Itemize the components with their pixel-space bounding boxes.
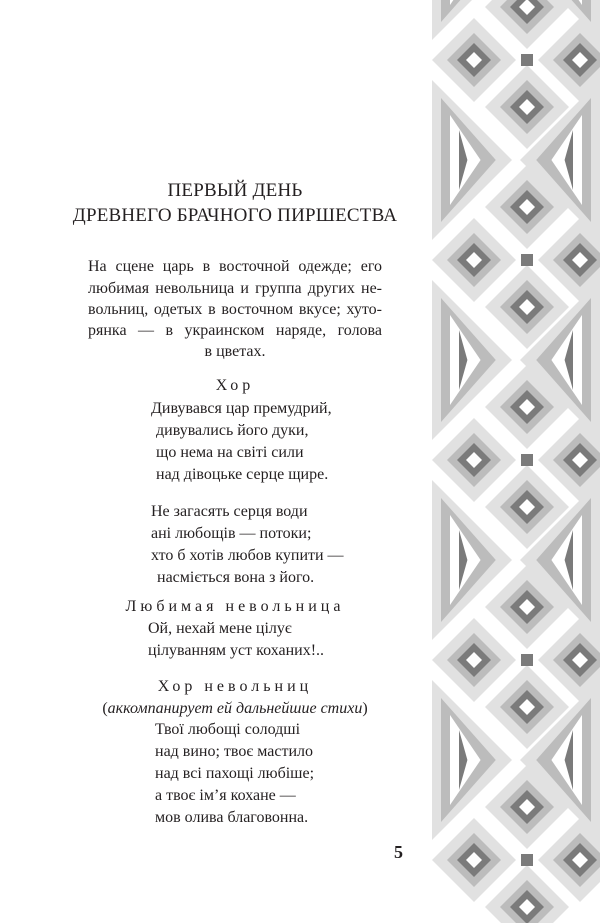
stage-direction-line: На сцене царь в восточной одежде; его bbox=[88, 258, 382, 275]
verse-line: ані любощів — потоки; bbox=[151, 525, 312, 542]
speaker-name: Любимая невольница bbox=[125, 598, 345, 615]
verse-line: над дівоцьке серце щире. bbox=[156, 466, 329, 483]
page-number: 5 bbox=[394, 842, 403, 862]
stage-direction-line: любимая невольница и группа других не- bbox=[88, 280, 382, 297]
decorative-pattern bbox=[432, 0, 600, 923]
verse-line: а твоє ім’я кохане — bbox=[155, 787, 296, 804]
stage-direction-line: рянка — в украинском наряде, голова bbox=[88, 322, 382, 339]
verse-line: над всі пахощі любіше; bbox=[155, 765, 315, 782]
square-ornament bbox=[521, 854, 533, 866]
stage-direction-line: вольниц, одетых в восточном вкусе; хуто- bbox=[88, 301, 382, 318]
verse-line: що нема на світі сили bbox=[156, 444, 304, 461]
square-ornament bbox=[521, 654, 533, 666]
verse-line: хто б хотів любов купити — bbox=[151, 547, 344, 564]
speaker-name: Хор bbox=[215, 377, 255, 394]
square-ornament bbox=[521, 254, 533, 266]
square-ornament bbox=[521, 454, 533, 466]
stage-note: (аккомпанирует ей дальнейшие стихи) bbox=[102, 700, 368, 717]
title-line: ПЕРВЫЙ ДЕНЬ bbox=[167, 180, 303, 201]
verse-line: цілуванням уст коханих!.. bbox=[148, 642, 325, 659]
title-line: ДРЕВНЕГО БРАЧНОГО ПИРШЕСТВА bbox=[72, 205, 398, 226]
verse-line: Твої любощі солодші bbox=[155, 721, 301, 738]
stage-direction-line: в цветах. bbox=[204, 343, 266, 360]
verse-line: дивувались його дуки, bbox=[156, 422, 309, 439]
verse-line: насміється вона з його. bbox=[157, 569, 315, 586]
verse-line: Дивувався цар премудрий, bbox=[151, 400, 332, 417]
square-ornament bbox=[521, 54, 533, 66]
verse-line: Ой, нехай мене цілує bbox=[148, 620, 292, 637]
verse-line: Не загасять серця води bbox=[151, 503, 308, 520]
verse-line: мов олива благовонна. bbox=[155, 809, 309, 826]
verse-line: над вино; твоє мастило bbox=[155, 743, 313, 760]
speaker-name: Хор невольниц bbox=[157, 678, 313, 695]
stage-note-text: аккомпанирует ей дальнейшие стихи bbox=[107, 700, 363, 717]
